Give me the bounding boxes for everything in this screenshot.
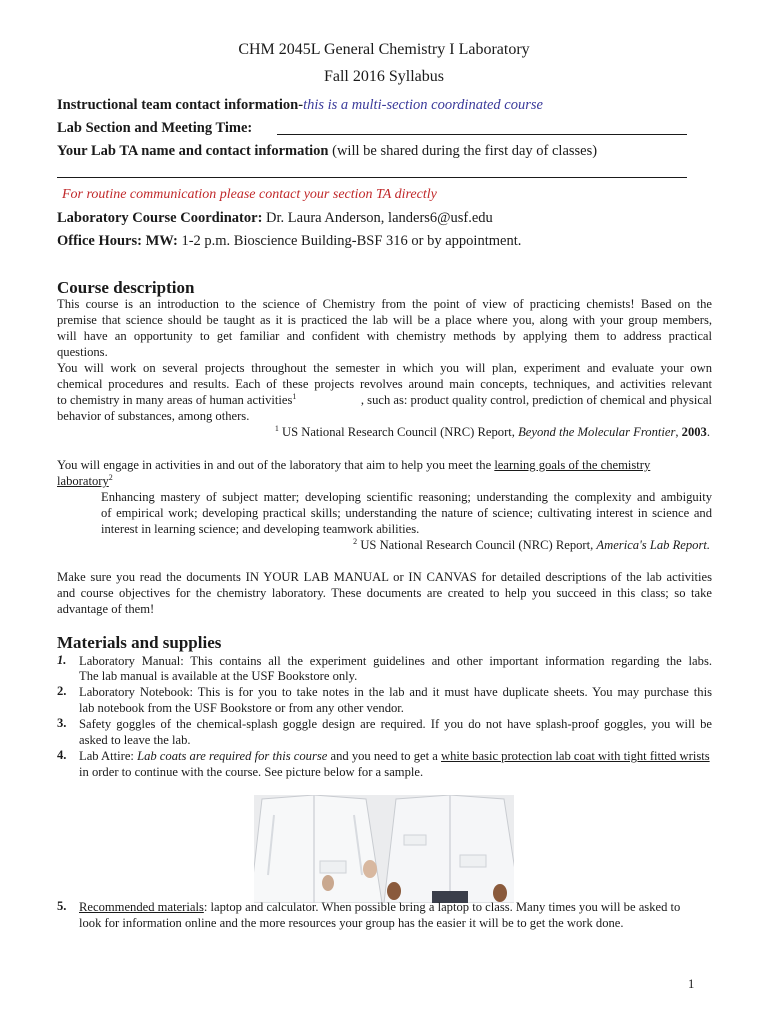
course-description-line: behavior of substances, among others.	[57, 409, 250, 423]
materials-item-line: look for information online and the more resources your group has the easier it will be to get the work done.	[79, 916, 624, 930]
list-number: 5.	[57, 899, 67, 913]
reference-year: 2003	[681, 425, 707, 439]
coordinator-label: Laboratory Course Coordinator:	[57, 210, 263, 226]
lab-section-label: Lab Section and Meeting Time:	[57, 120, 253, 136]
lab-coat-spec: white basic protection lab coat with tight fitted wrists	[441, 749, 710, 763]
page-number: 1	[688, 977, 695, 991]
learning-goals-link[interactable]: laboratory	[57, 474, 109, 488]
reference-title: America's Lab Report.	[596, 538, 710, 552]
materials-item-line: Safety goggles of the chemical-splash goggle design are required. If you do not have splash-proof goggles, you will be	[79, 717, 712, 731]
lab-section-blank-line	[277, 134, 687, 135]
materials-heading: Materials and supplies	[57, 633, 222, 652]
course-description-fragment: to chemistry in many areas of human activities$^1$	[57, 391, 297, 407]
lab-manual-note-line: and course objectives for the chemistry laboratory. These documents are created to help you succeed in this class; so take	[57, 586, 712, 600]
lab-coat-photo	[254, 795, 514, 903]
course-description-line: questions.	[57, 345, 108, 359]
team-contact-line	[57, 97, 543, 114]
learning-goal-line: Enhancing mastery of subject matter; developing scientific reasoning; understanding the complexity and ambiguity	[101, 490, 712, 504]
materials-item-line: in order to continue with the course. See picture below for a sample.	[79, 765, 424, 779]
office-hours-line	[57, 233, 521, 250]
materials-item-line: lab notebook from the USF Bookstore or from any other vendor.	[79, 701, 404, 715]
coordinator-value: Dr. Laura Anderson, landers6@usf.edu	[266, 210, 493, 226]
learning-goal-line: interest in learning science; and developing teamwork abilities.	[101, 522, 420, 536]
list-number: 2.	[57, 684, 67, 698]
footnote-reference-1: $^1$ US National Research Council (NRC) Report, Beyond the Molecular Frontier, 2003.	[274, 423, 710, 439]
course-description-line: chemical procedures and results. Each of these projects revolves around main concepts, techniques, and activities relevant	[57, 377, 712, 391]
reference-title: Beyond the Molecular Frontier	[518, 425, 676, 439]
list-number: 4.	[57, 748, 67, 762]
recommended-materials-label: Recommended materials	[79, 900, 204, 914]
document-subtitle: Fall 2016 Syllabus	[323, 68, 444, 85]
list-number: 3.	[57, 716, 67, 730]
office-hours-label: Office Hours: MW:	[57, 233, 178, 249]
course-description-heading: Course description	[57, 278, 195, 297]
course-description-line: will have an opportunity to get familiar and confident with chemistry methods by applying them to address practical	[57, 329, 712, 343]
materials-item-line: asked to leave the lab.	[79, 733, 191, 747]
lab-coat-illustration	[254, 795, 514, 903]
course-description-fragment: , such as: product quality control, prediction of chemical and physical	[360, 393, 712, 407]
materials-item-line: The lab manual is available at the USF Bookstore only.	[79, 669, 358, 683]
list-number: 1.	[57, 653, 67, 667]
learning-goal-line: of empirical work; developing practical skills; understanding the nature of science; cultivating interest in science and	[101, 506, 712, 520]
office-hours-value: 1-2 p.m. Bioscience Building-BSF 316 or by appointment.	[181, 233, 522, 249]
learning-goals-intro: You will engage in activities in and out of the laboratory that aim to help you meet the learning goals of the chemistry	[57, 458, 651, 472]
ta-contact-blank-line	[57, 177, 687, 178]
course-description-line: premise that science should be taught as it is practiced the lab will be a place where you, along with your group members,	[57, 313, 712, 327]
document-title: CHM 2045L General Chemistry I Laboratory	[238, 41, 530, 58]
coordinator-line	[57, 210, 493, 227]
materials-item-line: Laboratory Notebook: This is for you to take notes in the lab and it must have duplicate sheets. You may purchase this	[79, 685, 712, 699]
lab-manual-note-line: Make sure you read the documents IN YOUR LAB MANUAL or IN CANVAS for detailed descriptions of the lab activities	[57, 570, 712, 584]
lab-coat-requirement: Lab coats are required for this course	[137, 749, 328, 763]
materials-item-line: Laboratory Manual: This contains all the experiment guidelines and other important information regarding the labs.	[79, 654, 712, 668]
ta-contact-label: Your Lab TA name and contact information	[57, 143, 329, 159]
footnote-marker: 2	[108, 472, 113, 482]
ta-contact-note: (will be shared during the first day of classes)	[332, 143, 598, 159]
ta-contact-line	[57, 143, 597, 160]
course-description-line: This course is an introduction to the science of Chemistry from the point of view of practicing chemists! Based on the	[57, 297, 712, 311]
team-contact-note: this is a multi-section coordinated course	[303, 97, 543, 113]
footnote-reference-2: $^2$ US National Research Council (NRC) Report, America's Lab Report.	[353, 536, 710, 552]
footnote-marker: 1	[292, 391, 297, 401]
materials-item-line: Recommended materials: laptop and calculator. When possible bring a laptop to class. Many times you will be asked to	[79, 900, 681, 914]
materials-item-line: Lab Attire: Lab coats are required for this course and you need to get a white basic protection lab coat with tight fitted wrists	[79, 749, 710, 763]
learning-goals-link[interactable]: learning goals of the chemistry	[494, 458, 651, 472]
lab-manual-note-line: advantage of them!	[57, 602, 155, 616]
course-description-line	[57, 392, 712, 408]
course-description-line: You will work on several projects throughout the semester in which you will plan, experiment and evaluate your own	[57, 361, 712, 375]
learning-goals-intro-continued	[57, 473, 113, 489]
routine-communication-note: For routine communication please contact your section TA directly	[62, 187, 437, 202]
team-contact-label: Instructional team contact information-	[57, 97, 304, 113]
